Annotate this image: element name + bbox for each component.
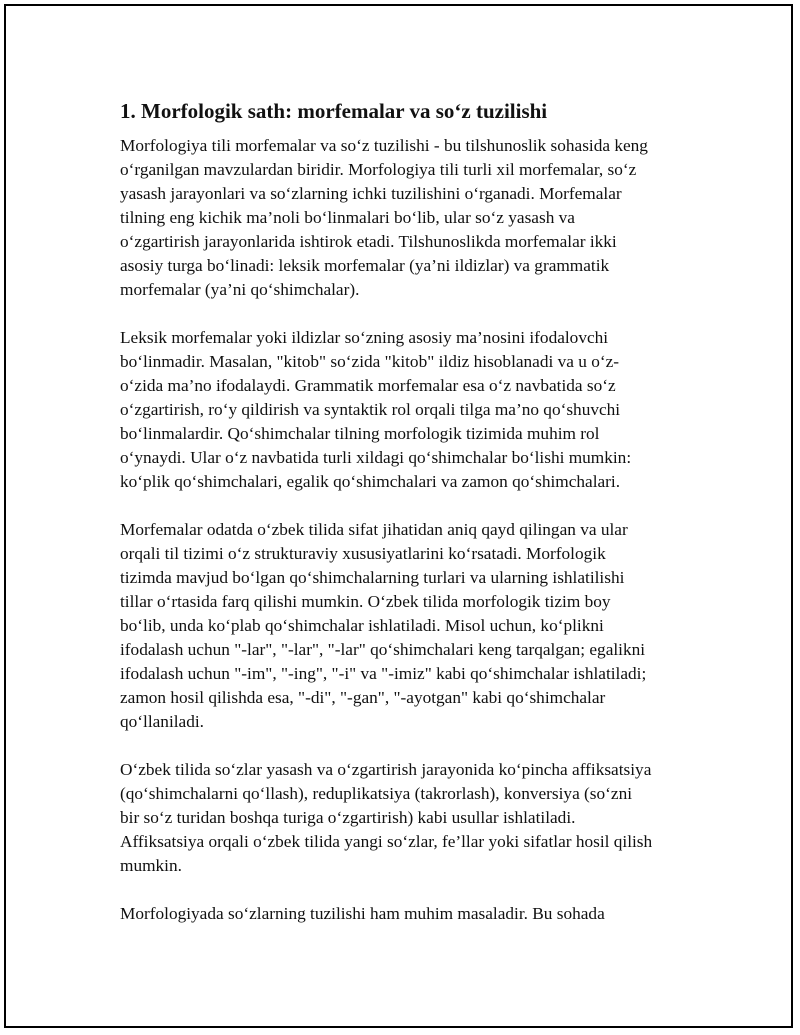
text-line: bo‘linmalardir. Qo‘shimchalar tilning morfologik tizimida muhim rol xyxy=(120,424,600,443)
text-line: bo‘linmadir. Masalan, "kitob" so‘zida "kitob" ildiz hisoblanadi va u o‘z- xyxy=(120,352,620,371)
text-line: bir so‘z turidan boshqa turiga o‘zgartirish) kabi usullar ishlatiladi. xyxy=(120,808,576,827)
text-line: o‘rganilgan mavzulardan biridir. Morfologiya tili turli xil morfemalar, so‘z xyxy=(120,160,637,179)
text-line: morfemalar (ya’ni qo‘shimchalar). xyxy=(120,280,360,299)
text-line: qo‘llaniladi. xyxy=(120,712,204,731)
text-line: o‘zgartirish jarayonlarida ishtirok etadi. Tilshunoslikda morfemalar ikki xyxy=(120,232,617,251)
text-line: o‘zgartirish, ro‘y qildirish va syntaktik rol orqali tilga ma’no qo‘shuvchi xyxy=(120,400,621,419)
text-line: yasash jarayonlari va so‘zlarning ichki tuzilishini o‘rganadi. Morfemalar xyxy=(120,184,622,203)
section-heading: 1. Morfologik sath: morfemalar va so‘z tuzilishi xyxy=(120,99,548,123)
text-line: tizimda mavjud bo‘lgan qo‘shimchalarning turlari va ularning ishlatilishi xyxy=(120,568,625,587)
document-body xyxy=(120,98,700,950)
text-line: asosiy turga bo‘linadi: leksik morfemalar (ya’ni ildizlar) va grammatik xyxy=(120,256,610,275)
text-line: (qo‘shimchalarni qo‘llash), reduplikatsiya (takrorlash), konversiya (so‘zni xyxy=(120,784,633,803)
text-line: tilning eng kichik ma’noli bo‘linmalari bo‘lib, ular so‘z yasash va xyxy=(120,208,575,227)
text-line: ifodalash uchun "-lar", "-lar", "-lar" qo‘shimchalari keng tarqalgan; egalikni xyxy=(120,640,646,659)
paragraph-5 xyxy=(120,902,700,926)
text-line: bo‘lib, unda ko‘plab qo‘shimchalar ishlatiladi. Misol uchun, ko‘plikni xyxy=(120,616,604,635)
page-frame xyxy=(4,4,793,1028)
text-line: zamon hosil qilishda esa, "-di", "-gan", "-ayotgan" kabi qo‘shimchalar xyxy=(120,688,606,707)
text-line: Morfologiyada so‘zlarning tuzilishi ham muhim masaladir. Bu sohada xyxy=(120,904,605,923)
text-line: Morfemalar odatda o‘zbek tilida sifat jihatidan aniq qayd qilingan va ular xyxy=(120,520,628,539)
text-line: Morfologiya tili morfemalar va so‘z tuzilishi - bu tilshunoslik sohasida keng xyxy=(120,136,648,155)
text-line: O‘zbek tilida so‘zlar yasash va o‘zgartirish jarayonida ko‘pincha affiksatsiya xyxy=(120,760,652,779)
paragraph-3 xyxy=(120,518,700,734)
text-line: orqali til tizimi o‘z strukturaviy xususiyatlarini ko‘rsatadi. Morfologik xyxy=(120,544,606,563)
text-line: Leksik morfemalar yoki ildizlar so‘zning asosiy ma’nosini ifodalovchi xyxy=(120,328,609,347)
text-line: ko‘plik qo‘shimchalari, egalik qo‘shimchalari va zamon qo‘shimchalari. xyxy=(120,472,621,491)
text-line: ifodalash uchun "-im", "-ing", "-i" va "-imiz" kabi qo‘shimchalar ishlatiladi; xyxy=(120,664,647,683)
text-line: tillar o‘rtasida farq qilishi mumkin. O‘zbek tilida morfologik tizim boy xyxy=(120,592,611,611)
paragraph-4 xyxy=(120,758,700,878)
text-line: mumkin. xyxy=(120,856,182,875)
text-line: o‘ynaydi. Ular o‘z navbatida turli xildagi qo‘shimchalar bo‘lishi mumkin: xyxy=(120,448,632,467)
paragraph-2 xyxy=(120,326,700,494)
text-line: Affiksatsiya orqali o‘zbek tilida yangi so‘zlar, fe’llar yoki sifatlar hosil qilish xyxy=(120,832,653,851)
text-line: o‘zida ma’no ifodalaydi. Grammatik morfemalar esa o‘z navbatida so‘z xyxy=(120,376,616,395)
paragraph-1 xyxy=(120,134,700,302)
